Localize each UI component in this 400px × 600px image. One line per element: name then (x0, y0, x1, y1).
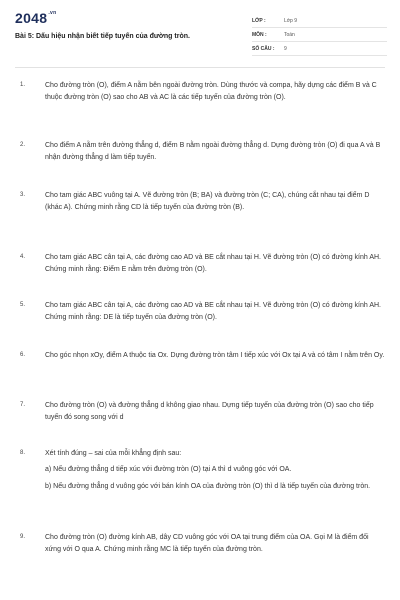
question-number: 8. (20, 450, 26, 456)
statement-b: b) Nếu đường thẳng d vuông góc với bán kính OA của đường tròn (O) thì d là tiếp tuyến của đường tròn. (45, 483, 371, 490)
question-text: Cho đường tròn (O) đường kính AB, dây CD vuông góc với OA tại trung điểm của OA. Gọi M là điểm đối xứng với O qua A. Chứng minh rằng MC là tiếp tuyến của đường tròn. (45, 534, 369, 553)
question-item (15, 448, 370, 494)
statement-a: a) Nếu đường thẳng d tiếp xúc với đường tròn (O) tại A thì d vuông góc với OA. (45, 465, 292, 473)
question-number: 9. (20, 534, 26, 540)
question-text: Cho đường tròn (O) và đường thẳng d không giao nhau. Dựng tiếp tuyến của đường tròn (O) sao cho tiếp tuyến đó song song với d (45, 402, 374, 421)
logo-text: 2048 (15, 10, 48, 26)
question-number: 2. (20, 142, 26, 148)
meta-row-grade (252, 14, 387, 28)
meta-value: 9 (284, 45, 287, 52)
question-text: Cho góc nhọn xOy, điểm A thuộc tia Ox. Dựng đường tròn tâm I tiếp xúc với Ox tại A và có tâm I nằm trên Oy. (45, 352, 385, 359)
question-number: 5. (20, 302, 26, 308)
meta-row-subject (252, 28, 387, 42)
question-number: 6. (20, 352, 26, 358)
question-text: Xét tính đúng – sai của mỗi khẳng định sau: (45, 450, 182, 457)
header (0, 0, 400, 62)
meta-label: SỐ CÂU : (252, 45, 275, 52)
question-item (15, 140, 385, 163)
question-text: Cho tam giác ABC cân tại A, các đường cao AD và BE cắt nhau tại H. Vẽ đường tròn (O) có đường kính AH. Chứng minh rằng: DE là tiếp tuyến của đường tròn (O). (45, 302, 381, 321)
meta-row-question-count (252, 42, 387, 56)
question-text: Cho tam giác ABC cân tại A, các đường cao AD và BE cắt nhau tại H. Vẽ đường tròn (O) có đường kính AH. Chứng minh rằng: Điểm E nằm trên đường tròn (O). (45, 254, 381, 273)
meta-info (252, 14, 387, 56)
question-item (15, 400, 385, 423)
question-number: 3. (20, 192, 26, 198)
question-item (15, 190, 385, 213)
question-number: 7. (20, 402, 26, 408)
question-item (15, 532, 385, 555)
question-item (15, 350, 384, 362)
question-item (15, 252, 385, 275)
site-logo[interactable] (15, 10, 56, 26)
question-text: Cho tam giác ABC vuông tại A. Vẽ đường tròn (B; BA) và đường tròn (C; CA), chúng cắt nhau tại điểm D (khác A). Chứng minh rằng CD là tiếp tuyến của đường tròn (B). (45, 192, 370, 211)
question-text: Cho đường tròn (O), điểm A nằm bên ngoài đường tròn. Dùng thước và compa, hãy dựng các điểm B và C thuộc đường tròn (O) sao cho AB và AC là các tiếp tuyến của đường tròn (O). (45, 82, 377, 101)
logo-suffix: .vn (48, 10, 57, 16)
question-item (15, 80, 385, 103)
meta-label: LỚP : (252, 17, 266, 24)
question-text: Cho điểm A nằm trên đường thẳng d, điểm B nằm ngoài đường thẳng d. Dựng đường tròn (O) đi qua A và B nhận đường thẳng d làm tiếp tuyến. (45, 142, 381, 161)
lesson-title: Bài 5: Dấu hiệu nhận biết tiếp tuyến của đường tròn. (15, 33, 190, 40)
meta-label: MÔN : (252, 31, 267, 38)
question-number: 4. (20, 254, 26, 260)
question-number: 1. (20, 82, 26, 88)
meta-value: Lớp 9 (284, 17, 298, 24)
question-item (15, 300, 385, 323)
header-divider (15, 67, 385, 68)
question-body (45, 448, 370, 494)
meta-value: Toán (284, 31, 295, 38)
